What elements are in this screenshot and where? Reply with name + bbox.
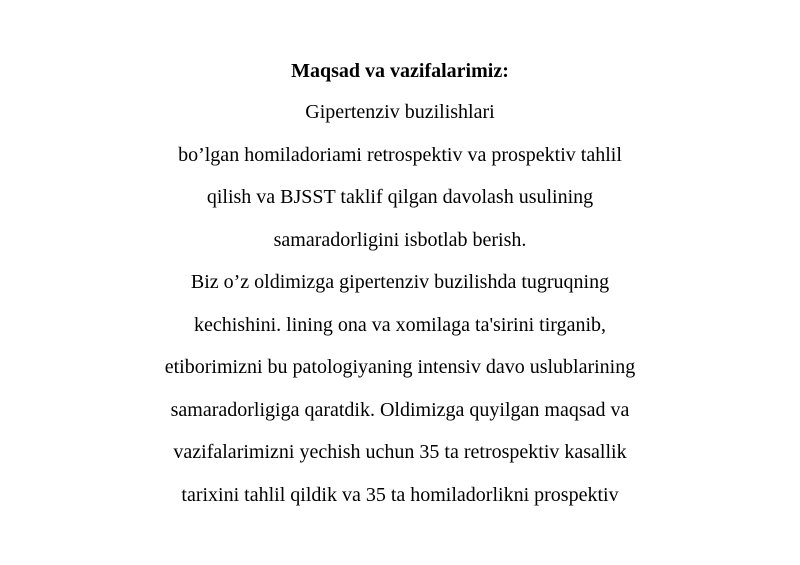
body-line: samaradorligini isbotlab berish.	[273, 228, 527, 251]
body-line: qilish va BJSST taklif qilgan davolash usulining	[206, 186, 594, 208]
body-line: etiborimizni bu patologiyaning intensiv davo uslublarining	[164, 356, 636, 378]
body-line: kechishini. lining ona va xomilaga ta'sirini tirganib,	[193, 313, 607, 336]
body-line: vazifalarimizni yechish uchun 35 ta retrospektiv kasallik	[173, 441, 627, 463]
body-line: tarixini tahlil qildik va 35 ta homiladorlikni prospektiv	[181, 483, 619, 506]
body-line: bo’lgan homiladoriami retrospektiv va prospektiv tahlil	[178, 143, 622, 166]
body-line: samaradorligiga qaratdik. Oldimizga quyilgan maqsad va	[170, 398, 630, 421]
body-line: Gipertenziv buzilishlari	[305, 101, 495, 123]
document-title: Maqsad va vazifalarimiz:	[291, 60, 509, 82]
document-body	[0, 97, 800, 522]
body-line: Biz o’z oldimizga gipertenziv buzilishda tugruqning	[190, 271, 610, 293]
